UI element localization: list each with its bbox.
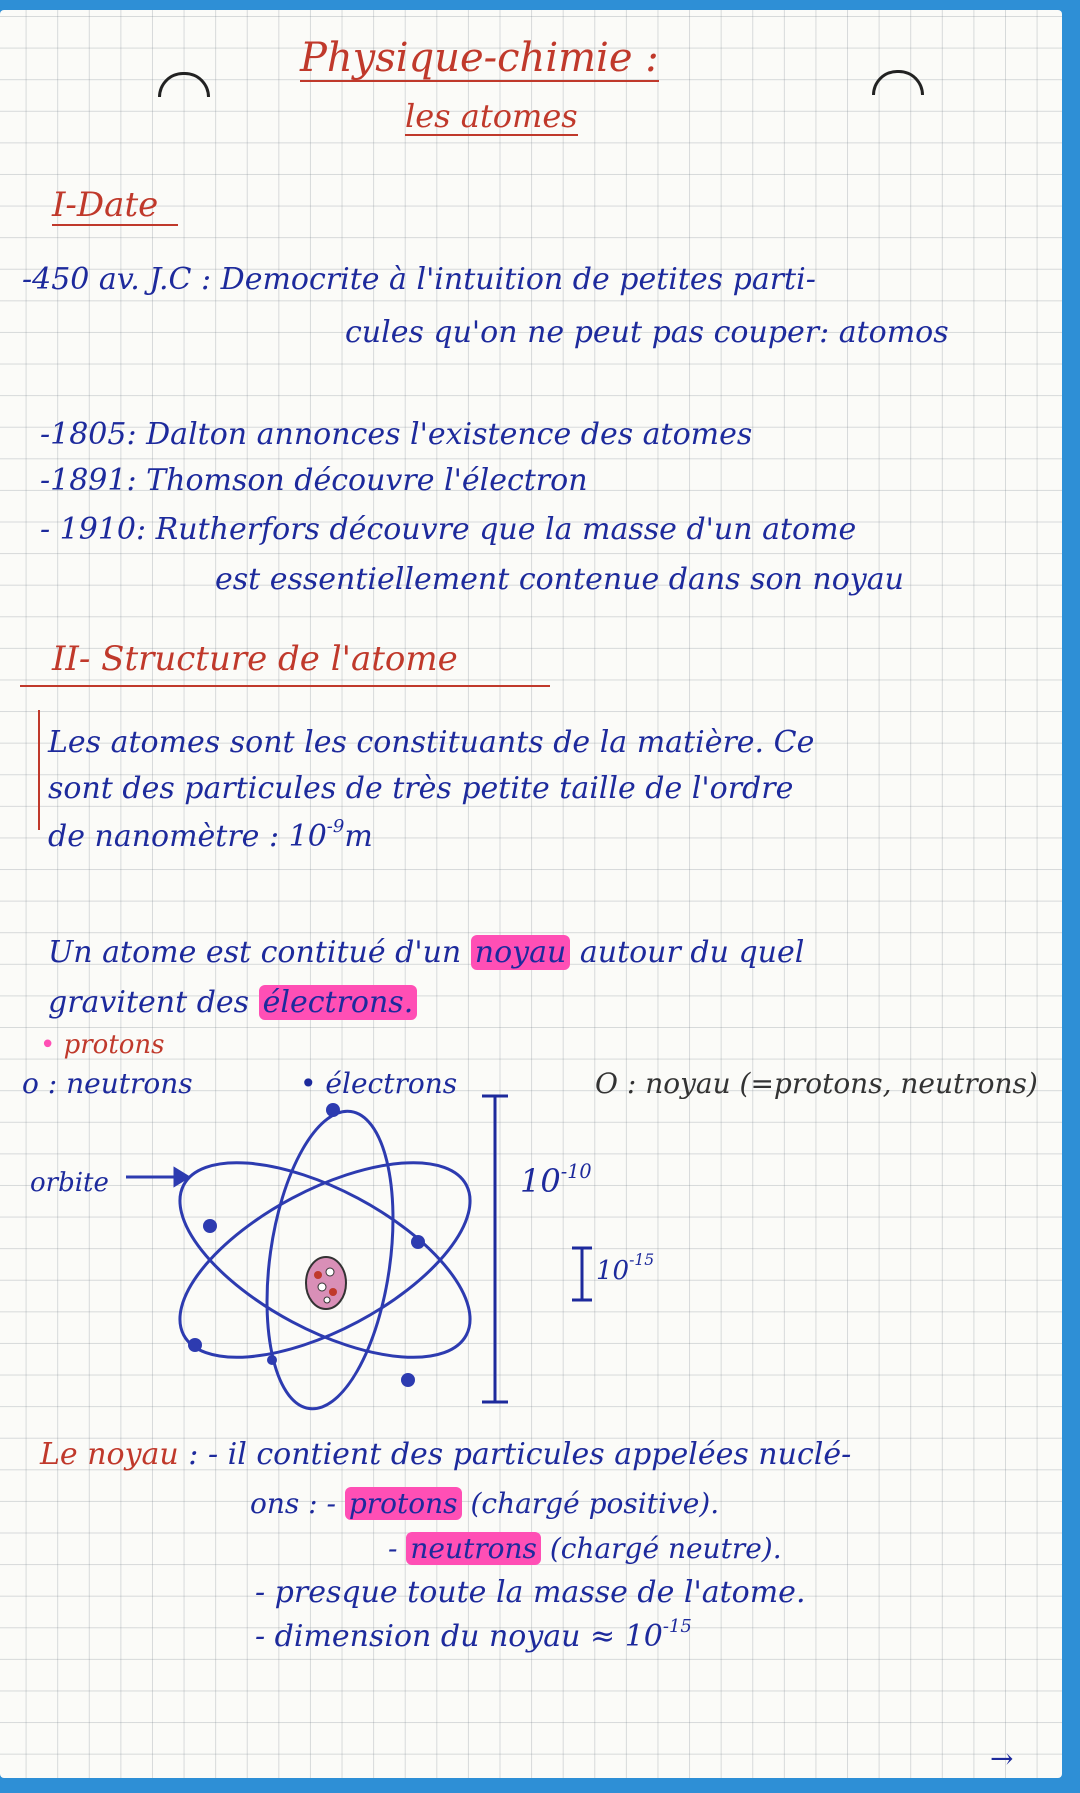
noyau-line5-text: - dimension du noyau ≈ 10 [255,1619,663,1654]
electron-dot [411,1235,425,1249]
page-title: Physique-chimie : [300,35,659,81]
page-subtitle: les atomes [405,97,578,135]
nucleus-size-base: 10 [596,1256,630,1286]
highlight-neutrons: neutrons [406,1532,541,1565]
noyau-line5-exponent: -15 [662,1616,692,1637]
atom-description-a: Un atome est contitué d'un [48,935,462,970]
noyau-line3-b: (chargé neutre). [549,1532,782,1565]
atom-description-b: autour du quel [579,935,805,970]
noyau-line2-b: (chargé positive). [470,1487,720,1520]
notebook-page [0,10,1062,1778]
atom-size-base: 10 [520,1162,561,1200]
electron-dot [326,1103,340,1117]
atom-size-exponent: -10 [560,1160,592,1183]
noyau-line3 [388,1532,782,1565]
noyau-line1-text: : - il contient des particules appelées nuclé- [188,1437,852,1472]
noyau-line2 [250,1487,720,1520]
noyau-lead: Le noyau [40,1437,179,1472]
electron-dot [401,1373,415,1387]
legend-electrons: • électrons [300,1067,458,1100]
electron-dot [267,1355,277,1365]
date-item-rutherford: - 1910: Rutherfors découvre que la masse d'un atome [40,512,857,547]
nucleus-scale-bar [572,1248,592,1300]
structure-para-exponent: -9 [326,816,345,837]
structure-para-line1: Les atomes sont les constituants de la matière. Ce [48,725,815,760]
highlight-noyau: noyau [471,935,571,970]
orbite-label: orbite [30,1168,109,1198]
atom-scale-bar [482,1096,508,1402]
noyau-line1 [40,1437,852,1472]
protons-dot-icon: • [40,1030,56,1060]
noyau-line4: - presque toute la masse de l'atome. [255,1575,806,1610]
highlight-protons: protons [345,1487,462,1520]
nucleus-size-exponent: -15 [629,1251,655,1269]
date-item-dalton: -1805: Dalton annonces l'existence des atomes [40,417,753,452]
structure-para-line2: sont des particules de très petite taille de l'ordre [48,771,794,806]
date-item-democrite: -450 av. J.C : Democrite à l'intuition de petites parti- [22,262,816,297]
electron-dot [188,1338,202,1352]
structure-para-line3-text: de nanomètre : 10 [48,819,327,854]
date-item-democrite-cont: cules qu'on ne peut pas couper: atomos [345,315,949,350]
noyau-line2-a: ons : - [250,1487,336,1520]
atom-diagram-svg [0,10,1062,1610]
legend-neutrons: o : neutrons [22,1067,193,1100]
next-page-arrow-icon: → [990,1742,1014,1775]
noyau-line5 [255,1616,692,1654]
nucleus-size-label [596,1251,655,1286]
structure-para-unit: m [344,819,373,854]
highlight-electrons: électrons. [259,985,418,1020]
legend-protons-label: protons [63,1030,165,1060]
section2-heading: II- Structure de l'atome [52,639,458,679]
date-item-thomson: -1891: Thomson découvre l'électron [40,463,588,498]
date-item-rutherford-cont: est essentiellement contenue dans son noyau [215,562,904,597]
section1-heading: I-Date [52,188,178,226]
legend-noyau: O : noyau (=protons, neutrons) [595,1067,1038,1100]
noyau-line3-a: - [388,1532,398,1565]
nucleus [306,1257,346,1309]
atom-description-c: gravitent des [48,985,250,1020]
electron-dot [203,1219,217,1233]
atom-size-label [520,1160,592,1200]
